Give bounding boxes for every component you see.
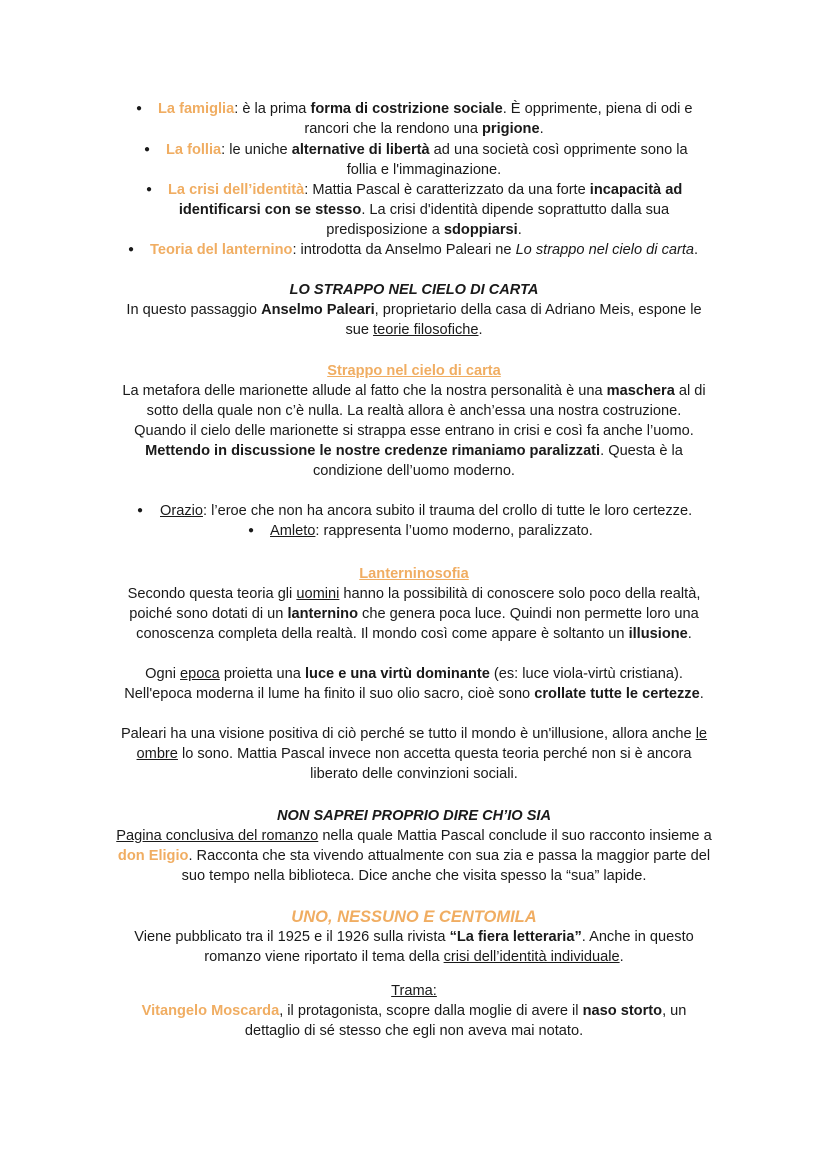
subsection-heading: Lanterninosofia <box>359 566 469 582</box>
section-heading: UNO, NESSUNO E CENTOMILA <box>291 908 537 926</box>
bullet-dot: ● <box>137 505 144 516</box>
section-strappo: LO STRAPPO NEL CIELO DI CARTA In questo passaggio Anselmo Paleari, proprietario della casa di Adriano Meis, espone le sue teorie filosofiche. <box>0 280 828 340</box>
bullet-dot: ● <box>248 525 255 536</box>
trama-label: Trama: <box>391 983 437 999</box>
term-crisi-identita: La crisi dell’identità <box>168 182 305 198</box>
section-non-saprei: NON SAPREI PROPRIO DIRE CH’IO SIA Pagina conclusiva del romanzo nella quale Mattia Pascal conclude il suo racconto insieme a don Eligio. Racconta che sta vivendo attualmente con sua zia e passa la maggior parte del suo tempo nella biblioteca. Dice anche che visita spesso la “sua” lapide. <box>0 806 828 886</box>
section-heading: LO STRAPPO NEL CIELO DI CARTA <box>289 282 539 298</box>
section-lanterninosofia: Lanterninosofia Secondo questa teoria gli uomini hanno la possibilità di conoscere solo poco della realtà, poiché sono dotati di un lanternino che genera poca luce. Quindi non permette loro una conoscenza completa della realtà. Il mondo così come appare è soltanto un illusione. Ogni epoca proietta una luce e una virtù dominante (es: luce viola-virtù cristiana). Nell'epoca moderna il lume ha finito il suo olio sacro, cioè sono crollate tutte le certezze. Paleari ha una visione positiva di ciò perché se tutto il mondo è un'illusione, allora anche le ombre lo sono. Mattia Pascal invece non accetta questa teoria perché non si è ancora liberato delle convinzioni sociali. <box>0 564 828 784</box>
term-follia: La follia <box>166 142 222 158</box>
bullet-dot: ● <box>128 244 135 255</box>
bullet-dot: ● <box>136 103 143 114</box>
bullet-orazio: ● Orazio: l’eroe che non ha ancora subito il trauma del crollo di tutte le loro certezze. <box>137 503 693 519</box>
bullet-dot: ● <box>146 184 153 195</box>
section-strappo-cielo: Strappo nel cielo di carta La metafora delle marionette allude al fatto che la nostra personalità è una maschera al di sotto della quale non c’è nulla. La realtà allora è anch’essa una nostra costruzione. Quando il cielo delle marionette si strappa esse entrano in crisi e così fa anche l’uomo. Mettendo in discussione le nostre credenze rimaniamo paralizzati. Questa è la condizione dell’uomo moderno. ● Orazio: l’eroe che non ha ancora subito il trauma del crollo di tutte le loro certezze. ● Amleto: rappresenta l’uomo moderno, paralizzato. <box>0 361 828 541</box>
section-heading: NON SAPREI PROPRIO DIRE CH’IO SIA <box>276 808 552 824</box>
bullet-dot: ● <box>144 144 151 155</box>
section-uno-nessuno: UNO, NESSUNO E CENTOMILA Viene pubblicato tra il 1925 e il 1926 sulla rivista “La fiera letteraria”. Anche in questo romanzo viene riportato il tema della crisi dell’identità individuale. Trama: Vitangelo Moscarda, il protagonista, scopre dalla moglie di avere il naso storto, un dettaglio di sé stesso che egli non aveva mai notato. <box>0 907 828 1041</box>
bullet-amleto: ● Amleto: rappresenta l’uomo moderno, paralizzato. <box>248 523 593 539</box>
subsection-heading: Strappo nel cielo di carta <box>327 363 501 379</box>
term-famiglia: La famiglia <box>158 101 235 117</box>
term-lanternino: Teoria del lanternino <box>150 242 293 258</box>
